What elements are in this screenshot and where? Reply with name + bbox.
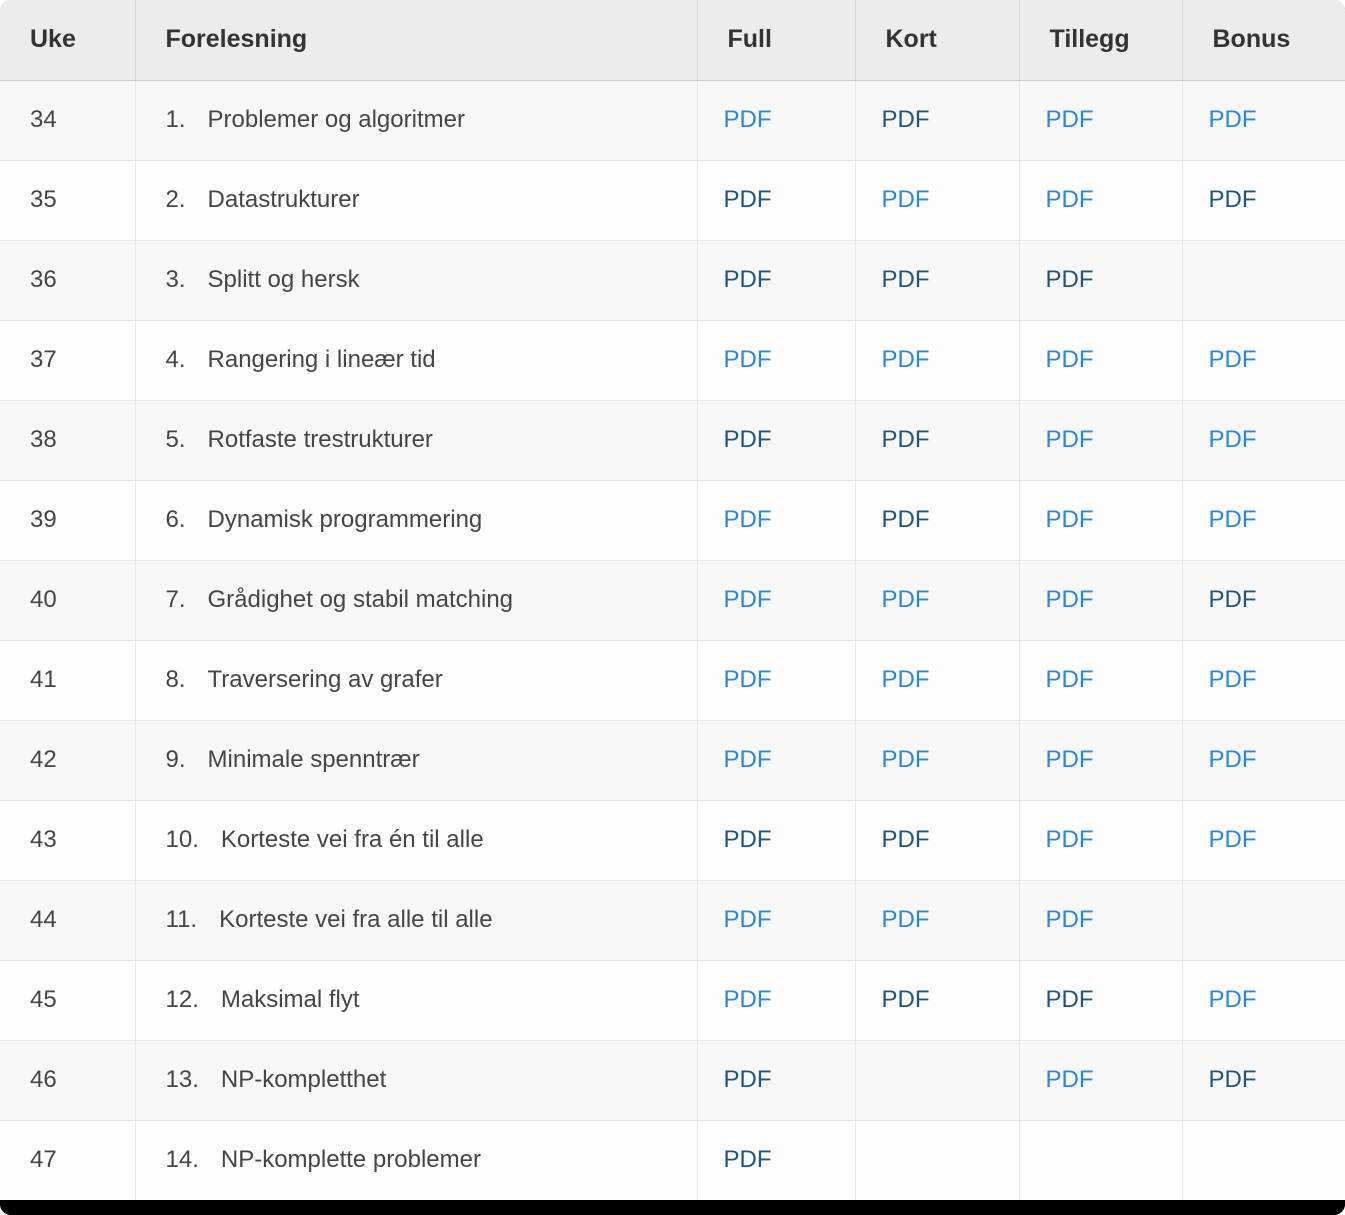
bonus-cell: [1182, 880, 1345, 960]
bonus-cell: [1182, 1120, 1345, 1200]
pdf-link-bonus[interactable]: PDF: [1208, 986, 1257, 1013]
pdf-link-bonus[interactable]: PDF: [1208, 346, 1257, 373]
kort-cell: [855, 960, 1019, 1040]
full-cell: [697, 800, 855, 880]
lecture-title: Splitt og hersk: [207, 266, 360, 293]
lecture-cell: [135, 880, 697, 960]
lecture-cell: [135, 640, 697, 720]
pdf-link-kort[interactable]: PDF: [881, 586, 930, 613]
full-cell: [697, 720, 855, 800]
lecture-cell: [135, 400, 697, 480]
lecture-cell: [135, 320, 697, 400]
tillegg-cell: [1019, 1040, 1182, 1120]
pdf-link-tillegg[interactable]: PDF: [1045, 826, 1094, 853]
lecture-title: Datastrukturer: [207, 186, 360, 213]
week-cell: 37: [0, 320, 135, 400]
week-cell: 45: [0, 960, 135, 1040]
pdf-link-tillegg[interactable]: PDF: [1045, 986, 1094, 1013]
lecture-cell: [135, 480, 697, 560]
table-row: [0, 960, 1345, 1040]
pdf-link-tillegg[interactable]: PDF: [1045, 266, 1094, 293]
bonus-cell: [1182, 320, 1345, 400]
kort-cell: [855, 720, 1019, 800]
pdf-link-full[interactable]: PDF: [723, 986, 772, 1013]
week-cell: 43: [0, 800, 135, 880]
pdf-link-kort[interactable]: PDF: [881, 906, 930, 933]
tillegg-cell: [1019, 720, 1182, 800]
lecture-title: Minimale spenntrær: [207, 746, 420, 773]
pdf-link-kort[interactable]: PDF: [881, 426, 930, 453]
pdf-link-bonus[interactable]: PDF: [1208, 826, 1257, 853]
pdf-link-kort[interactable]: PDF: [881, 826, 930, 853]
pdf-link-kort[interactable]: PDF: [881, 746, 930, 773]
lecture-number: 9.: [165, 746, 186, 773]
tillegg-cell: [1019, 320, 1182, 400]
table-row: [0, 80, 1345, 160]
lecture-cell: [135, 800, 697, 880]
lecture-cell: [135, 80, 697, 160]
tillegg-cell: [1019, 80, 1182, 160]
full-cell: [697, 640, 855, 720]
table-row: [0, 320, 1345, 400]
full-cell: [697, 320, 855, 400]
tillegg-cell: [1019, 560, 1182, 640]
lecture-number: 14.: [165, 1146, 199, 1174]
lecture-title: Korteste vei fra alle til alle: [219, 906, 493, 933]
lecture-cell: [135, 960, 697, 1040]
week-cell: 41: [0, 640, 135, 720]
lecture-number: 1.: [165, 106, 186, 133]
full-cell: [697, 1120, 855, 1200]
bonus-cell: [1182, 720, 1345, 800]
full-cell: [697, 80, 855, 160]
pdf-link-full[interactable]: PDF: [723, 346, 772, 373]
lecture-number: 2.: [165, 186, 186, 213]
col-header-bonus: Bonus: [1182, 0, 1345, 80]
lecture-title: Rangering i lineær tid: [207, 346, 436, 373]
kort-cell: [855, 480, 1019, 560]
lecture-title: Rotfaste trestrukturer: [207, 426, 433, 453]
pdf-link-tillegg[interactable]: PDF: [1045, 906, 1094, 933]
pdf-link-tillegg[interactable]: PDF: [1045, 586, 1094, 613]
bonus-cell: [1182, 160, 1345, 240]
bonus-cell: [1182, 400, 1345, 480]
table-row: [0, 160, 1345, 240]
lecture-number: 6.: [165, 506, 186, 533]
pdf-link-full[interactable]: PDF: [723, 746, 772, 773]
lecture-number: 11.: [165, 906, 198, 933]
full-cell: [697, 400, 855, 480]
week-cell: 47: [0, 1120, 135, 1200]
pdf-link-bonus[interactable]: PDF: [1208, 586, 1257, 613]
kort-cell: [855, 560, 1019, 640]
lecture-title: Problemer og algoritmer: [207, 106, 465, 133]
col-header-full: Full: [697, 0, 855, 80]
bonus-cell: [1182, 1040, 1345, 1120]
pdf-link-tillegg[interactable]: PDF: [1045, 346, 1094, 373]
pdf-link-bonus[interactable]: PDF: [1208, 186, 1257, 213]
lecture-title: Grådighet og stabil matching: [207, 586, 514, 613]
pdf-link-kort[interactable]: PDF: [881, 266, 930, 293]
col-header-kort: Kort: [855, 0, 1019, 80]
kort-cell: [855, 1040, 1019, 1120]
kort-cell: [855, 80, 1019, 160]
full-cell: [697, 880, 855, 960]
pdf-link-full[interactable]: PDF: [723, 266, 772, 293]
pdf-link-full[interactable]: PDF: [723, 506, 772, 533]
pdf-link-kort[interactable]: PDF: [881, 666, 930, 693]
header-row: [0, 0, 1345, 80]
lecture-number: 10.: [165, 826, 199, 853]
table-row: [0, 880, 1345, 960]
lecture-number: 8.: [165, 666, 186, 693]
bonus-cell: [1182, 80, 1345, 160]
table-row: [0, 800, 1345, 880]
pdf-link-full[interactable]: PDF: [723, 906, 772, 933]
table-row: [0, 1120, 1345, 1200]
col-header-uke: Uke: [0, 0, 135, 80]
tillegg-cell: [1019, 640, 1182, 720]
lecture-cell: [135, 1120, 697, 1200]
bonus-cell: [1182, 560, 1345, 640]
lecture-number: 5.: [165, 426, 186, 453]
pdf-link-tillegg[interactable]: PDF: [1045, 186, 1094, 213]
full-cell: [697, 560, 855, 640]
pdf-link-bonus[interactable]: PDF: [1208, 666, 1257, 693]
full-cell: [697, 960, 855, 1040]
pdf-link-tillegg[interactable]: PDF: [1045, 1066, 1094, 1093]
kort-cell: [855, 880, 1019, 960]
tillegg-cell: [1019, 240, 1182, 320]
bonus-cell: [1182, 960, 1345, 1040]
lecture-cell: [135, 720, 697, 800]
pdf-link-bonus[interactable]: PDF: [1208, 426, 1257, 453]
kort-cell: [855, 1120, 1019, 1200]
lecture-title: Korteste vei fra én til alle: [220, 826, 484, 853]
pdf-link-full[interactable]: PDF: [723, 186, 772, 213]
tillegg-cell: [1019, 960, 1182, 1040]
pdf-link-full[interactable]: PDF: [723, 426, 772, 453]
week-cell: 38: [0, 400, 135, 480]
kort-cell: [855, 240, 1019, 320]
bonus-cell: [1182, 240, 1345, 320]
lecture-title: NP-komplette problemer: [220, 1146, 481, 1174]
table-header: [0, 0, 1345, 80]
pdf-link-tillegg[interactable]: PDF: [1045, 666, 1094, 693]
lecture-number: 4.: [165, 346, 186, 373]
pdf-link-tillegg[interactable]: PDF: [1045, 506, 1094, 533]
tillegg-cell: [1019, 480, 1182, 560]
week-cell: 39: [0, 480, 135, 560]
col-header-forelesning: Forelesning: [135, 0, 697, 80]
table-row: [0, 560, 1345, 640]
pdf-link-bonus[interactable]: PDF: [1208, 506, 1257, 533]
table-row: [0, 480, 1345, 560]
tillegg-cell: [1019, 160, 1182, 240]
bonus-cell: [1182, 480, 1345, 560]
table-row: [0, 400, 1345, 480]
table-row: [0, 1040, 1345, 1120]
week-cell: 46: [0, 1040, 135, 1120]
week-cell: 44: [0, 880, 135, 960]
week-cell: 35: [0, 160, 135, 240]
lecture-cell: [135, 160, 697, 240]
pdf-link-bonus[interactable]: PDF: [1208, 106, 1257, 133]
table-row: [0, 640, 1345, 720]
lecture-number: 13.: [165, 1066, 199, 1093]
bottom-dark-bar: [0, 1200, 1345, 1215]
tillegg-cell: [1019, 400, 1182, 480]
lecture-cell: [135, 560, 697, 640]
kort-cell: [855, 400, 1019, 480]
pdf-link-full[interactable]: PDF: [723, 826, 772, 853]
lecture-cell: [135, 1040, 697, 1120]
col-header-tillegg: Tillegg: [1019, 0, 1182, 80]
full-cell: [697, 160, 855, 240]
table-row: [0, 720, 1345, 800]
pdf-link-tillegg[interactable]: PDF: [1045, 106, 1094, 133]
pdf-link-kort[interactable]: PDF: [881, 986, 930, 1013]
pdf-link-full[interactable]: PDF: [723, 106, 772, 133]
lecture-number: 12.: [165, 986, 199, 1013]
pdf-link-full[interactable]: PDF: [723, 666, 772, 693]
kort-cell: [855, 800, 1019, 880]
week-cell: 42: [0, 720, 135, 800]
table-body: [0, 80, 1345, 1200]
full-cell: [697, 480, 855, 560]
bonus-cell: [1182, 800, 1345, 880]
lecture-title: NP-kompletthet: [220, 1066, 387, 1093]
full-cell: [697, 240, 855, 320]
pdf-link-bonus[interactable]: PDF: [1208, 746, 1257, 773]
week-cell: 36: [0, 240, 135, 320]
pdf-link-full[interactable]: PDF: [723, 1066, 772, 1093]
week-cell: 40: [0, 560, 135, 640]
lecture-cell: [135, 240, 697, 320]
lecture-title: Dynamisk programmering: [207, 506, 483, 533]
pdf-link-bonus[interactable]: PDF: [1208, 1066, 1257, 1093]
lecture-title: Traversering av grafer: [207, 666, 443, 693]
pdf-link-kort[interactable]: PDF: [881, 186, 930, 213]
pdf-link-kort[interactable]: PDF: [881, 106, 930, 133]
pdf-link-kort[interactable]: PDF: [881, 506, 930, 533]
kort-cell: [855, 160, 1019, 240]
kort-cell: [855, 320, 1019, 400]
bonus-cell: [1182, 640, 1345, 720]
week-cell: 34: [0, 80, 135, 160]
tillegg-cell: [1019, 880, 1182, 960]
lecture-title: Maksimal flyt: [220, 986, 360, 1013]
pdf-link-full[interactable]: PDF: [723, 1146, 772, 1174]
tillegg-cell: [1019, 800, 1182, 880]
lecture-number: 3.: [165, 266, 186, 293]
lecture-number: 7.: [165, 586, 186, 613]
pdf-link-tillegg[interactable]: PDF: [1045, 746, 1094, 773]
pdf-link-full[interactable]: PDF: [723, 586, 772, 613]
kort-cell: [855, 640, 1019, 720]
pdf-link-tillegg[interactable]: PDF: [1045, 426, 1094, 453]
full-cell: [697, 1040, 855, 1120]
pdf-link-kort[interactable]: PDF: [881, 346, 930, 373]
tillegg-cell: [1019, 1120, 1182, 1200]
table-row: [0, 240, 1345, 320]
